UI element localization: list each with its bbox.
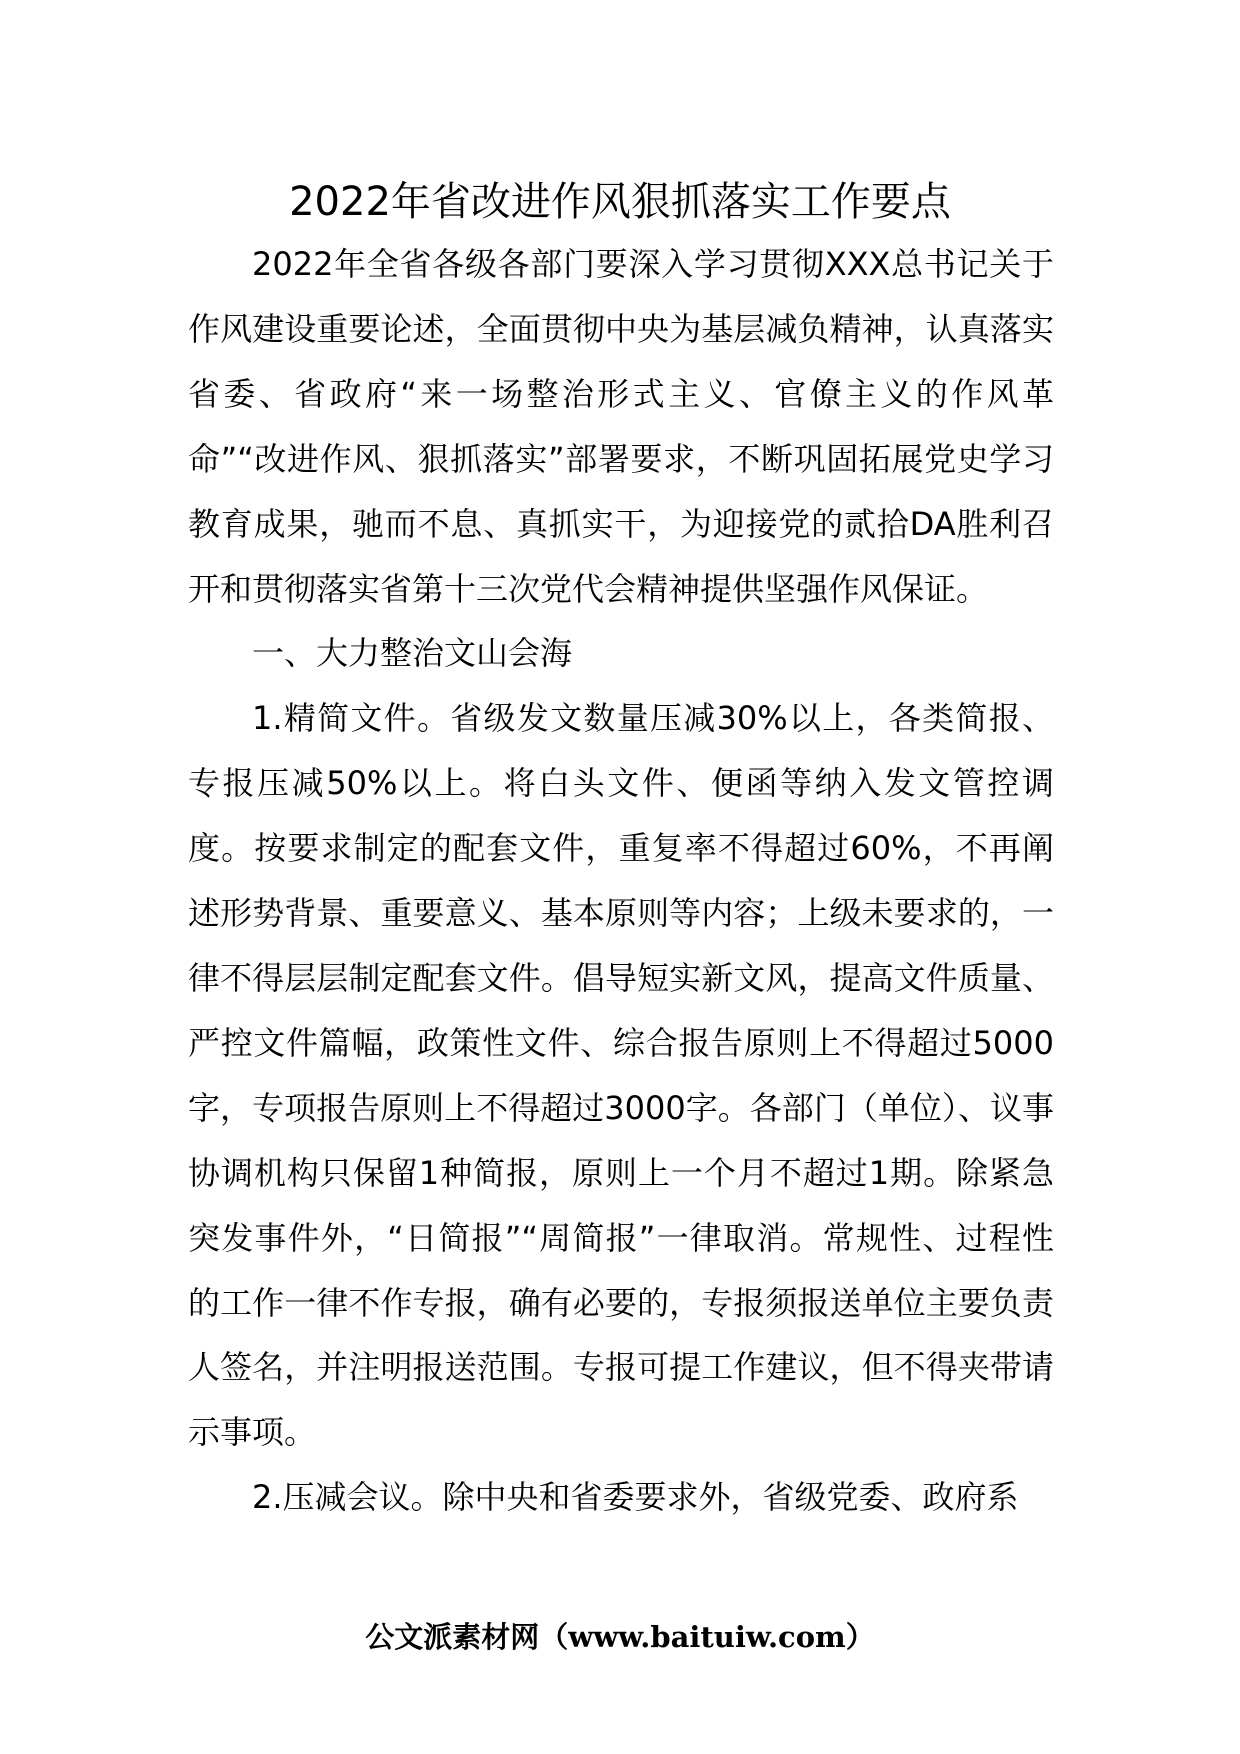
footer-watermark: 公文派素材网（www.baituiw.com） — [365, 1620, 875, 1654]
document-body — [188, 232, 1054, 1530]
section-heading-1: 一、大力整治文山会海 — [252, 634, 573, 673]
document-title: 2022年省改进作风狠抓落实工作要点 — [289, 179, 951, 225]
item-paragraph-1: 1.精简文件。省级发文数量压减30%以上，各类简报、专报压减50%以上。将白头文件、便函等纳入发文管控调度。按要求制定的配套文件，重复率不得超过60%，不再阐述形势背景、重要意义、基本原则等内容；上级未要求的，一律不得层层制定配套文件。倡导短实新文风，提高文件质量、严控文件篇幅，政策性文件、综合报告原则上不得超过5000字，专项报告原则上不得超过3000字。各部门（单位）、议事协调机构只保留1种简报，原则上一个月不超过1期。除紧急突发事件外，“日简报”“周简报”一律取消。常规性、过程性的工作一律不作专报，确有必要的，专报须报送单位主要负责人签名，并注明报送范围。专报可提工作建议，但不得夹带请示事项。 — [188, 699, 1054, 1452]
item-paragraph-2: 2.压减会议。除中央和省委要求外，省级党委、政府系 — [252, 1478, 1019, 1517]
intro-paragraph: 2022年全省各级各部门要深入学习贯彻XXX总书记关于作风建设重要论述，全面贯彻中央为基层减负精神，认真落实省委、省政府“来一场整治形式主义、官僚主义的作风革命”“改进作风、狠抓落实”部署要求，不断巩固拓展党史学习教育成果，驰而不息、真抓实干，为迎接党的贰拾DA胜利召开和贯彻落实省第十三次党代会精神提供坚强作风保证。 — [188, 245, 1054, 608]
